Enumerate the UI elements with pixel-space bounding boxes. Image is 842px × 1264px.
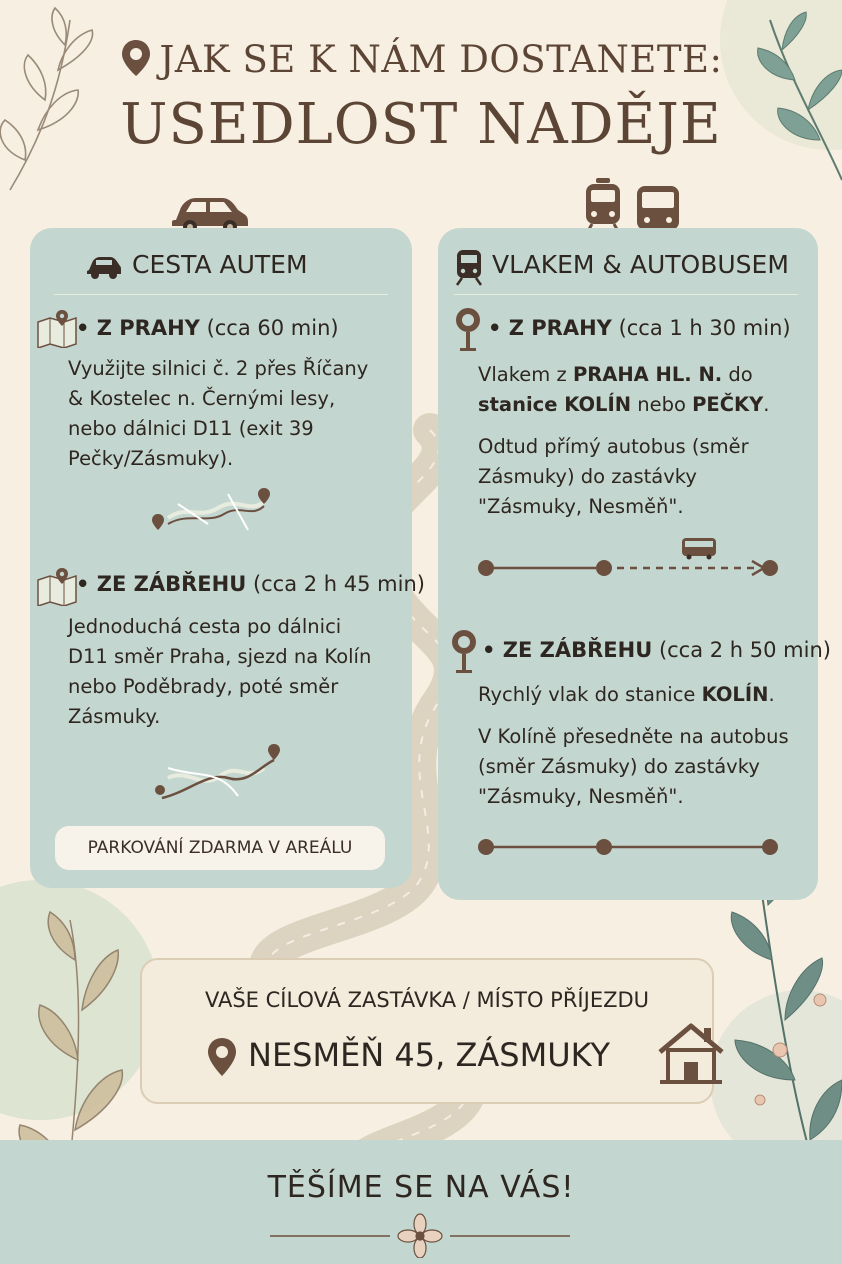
destination-box (140, 958, 714, 1104)
car-from-zabreh-text (68, 612, 408, 732)
car-from-prague-heading (76, 316, 339, 340)
divider (54, 294, 388, 295)
text-line: nebo Poděbrady, poté směr (68, 675, 339, 698)
map-icon (36, 308, 80, 348)
train-from-zabreh-text (478, 680, 823, 812)
map-icon (36, 566, 80, 606)
page-title-line1 (0, 38, 842, 81)
signpost-icon (448, 628, 480, 674)
car-from-zabreh-label: • ZE ZÁBŘEHU (76, 572, 247, 596)
text-line: "Zásmuky, Nesměň". (478, 785, 684, 808)
train-from-prague-heading (488, 316, 791, 340)
train-from-prague-text (478, 360, 818, 522)
route-line-icon (474, 534, 794, 584)
car-from-prague-text (68, 354, 408, 474)
text-line: Zásmuky) do zastávky (478, 465, 697, 488)
route-line-icon (474, 832, 794, 862)
text-line: Pečky/Zásmuky). (68, 447, 234, 470)
text-fragment: Rychlý vlak do stanice (478, 683, 702, 706)
car-icon (86, 254, 122, 280)
text-line: Odtud přímý autobus (směr (478, 435, 749, 458)
route-map-icon (148, 738, 288, 810)
train-from-prague-duration: (cca 1 h 30 min) (618, 316, 791, 340)
route-map-icon (148, 484, 288, 550)
text-line: V Kolíně přesedněte na autobus (478, 725, 789, 748)
destination-address: NESMĚŇ 45, ZÁSMUKY (248, 1036, 611, 1074)
page-title: USEDLOST NADĚJE (120, 92, 722, 157)
location-pin-icon (120, 38, 152, 78)
footer-message: TĚŠÍME SE NA VÁS! (267, 1170, 575, 1205)
text-line (478, 680, 823, 710)
train-from-prague-label: • Z PRAHY (488, 316, 612, 340)
car-from-prague-label: • Z PRAHY (76, 316, 200, 340)
bus-icon (682, 538, 716, 560)
text-fragment: . (768, 683, 775, 706)
car-from-zabreh-heading (76, 572, 425, 596)
station-name: stanice KOLÍN (478, 393, 632, 416)
destination-label: VAŠE CÍLOVÁ ZASTÁVKA / MÍSTO PŘÍJEZDU (204, 988, 650, 1012)
text-line: & Kostelec n. Černými lesy, (68, 387, 336, 410)
text-line (478, 390, 818, 420)
divider (454, 294, 798, 295)
text-line: "Zásmuky, Nesměň". (478, 495, 684, 518)
text-line: D11 směr Praha, sjezd na Kolín (68, 645, 372, 668)
text-line: nebo dálnici D11 (exit 39 (68, 417, 314, 440)
flower-icon (398, 1214, 442, 1258)
station-name: PEČKY (692, 393, 764, 416)
train-from-zabreh-label: • ZE ZÁBŘEHU (482, 638, 653, 662)
train-icon (454, 248, 484, 286)
text-fragment: do (722, 363, 753, 386)
car-route-panel (30, 228, 425, 888)
station-name: KOLÍN (701, 683, 769, 706)
car-from-prague-duration: (cca 60 min) (206, 316, 339, 340)
train-from-zabreh-heading (482, 638, 831, 662)
train-bus-route-panel (438, 228, 831, 900)
train-panel-title: VLAKEM & AUTOBUSEM (492, 250, 789, 279)
text-line: Využijte silnici č. 2 přes Říčany (68, 357, 369, 380)
station-name: PRAHA HL. N. (572, 363, 723, 386)
signpost-icon (452, 306, 484, 352)
text-fragment: nebo (631, 393, 693, 416)
train-from-zabreh-duration: (cca 2 h 50 min) (658, 638, 831, 662)
house-icon (656, 1022, 726, 1086)
text-line (478, 360, 818, 390)
text-fragment: Vlakem z (478, 363, 573, 386)
car-from-zabreh-duration: (cca 2 h 45 min) (252, 572, 425, 596)
text-fragment: . (763, 393, 770, 416)
car-panel-title: CESTA AUTEM (132, 250, 308, 279)
text-line: Zásmuky. (68, 705, 161, 728)
text-line: (směr Zásmuky) do zastávky (478, 755, 760, 778)
text-line: Jednoduchá cesta po dálnici (68, 615, 342, 638)
location-pin-icon (206, 1036, 238, 1078)
flower-divider (270, 1208, 570, 1258)
parking-badge: PARKOVÁNÍ ZDARMA V AREÁLU (55, 826, 385, 870)
title-line1-text: JAK SE K NÁM DOSTANETE: (159, 38, 723, 81)
